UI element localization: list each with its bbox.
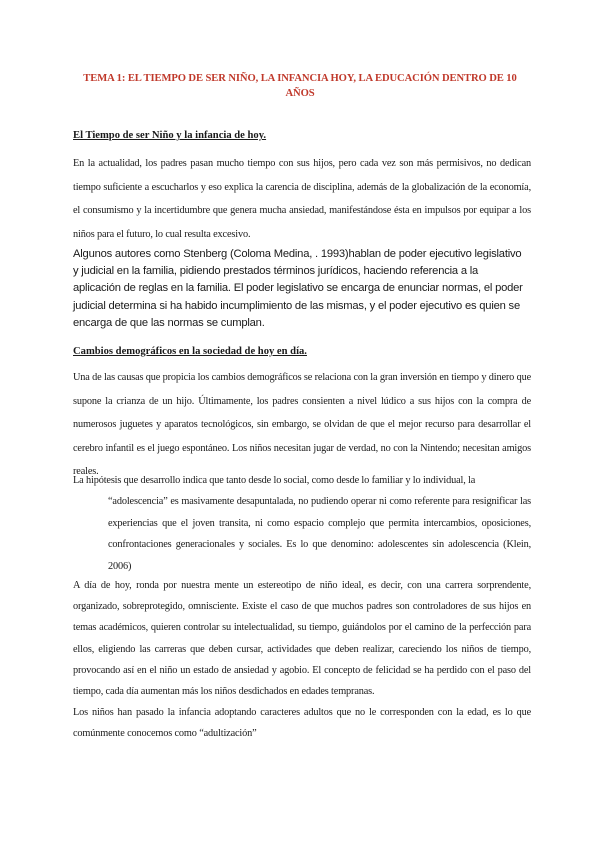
paragraph-causas-demograficas: Una de las causas que propicia los cambios demográficos se relaciona con la gran inversión en tiempo y dinero que supone la crianza de un hijo. Últimamente, los padres consienten a nivel lúdico a sus hijos con la compra de numerosos juguetes y aparatos tecnológicos, sin embargo, se olvidan de que el mejor recurso para desarrollar el cerebro infantil es el juego espontáneo. Los niños necesitan jugar de verdad, no con la Nintendo; necesitan amigos reales. <box>73 372 531 477</box>
paragraph-poderes-familia: Algunos autores como Stenberg (Coloma Medina, . 1993)hablan de poder ejecutivo legislativo y judicial en la familia, pidiendo prestados términos jurídicos, haciendo referencia a la aplicación de reglas en la familia. El poder legislativo se encarga de enunciar normas, el poder judicial determina si ha habido incumplimiento de las mismas, y el poder ejecutivo es quien se encarga de que las normas se cumplan. <box>73 248 523 329</box>
document-title: TEMA 1: EL TIEMPO DE SER NIÑO, LA INFANCIA HOY, LA EDUCACIÓN DENTRO DE 10 AÑOS <box>83 73 517 99</box>
section-heading-tiempo-de-ser-nino: El Tiempo de ser Niño y la infancia de hoy. <box>73 130 267 141</box>
section-heading-cambios-demograficos: Cambios demográficos en la sociedad de hoy en día. <box>73 346 307 357</box>
block-quote-adolescencia: “adolescencia” es masivamente desapuntalada, no pudiendo operar ni como referente para resignificar las experiencias que el joven transita, ni como espacio complejo que permita intercambios, oposiciones, confrontaciones generacionales y sociales. Es lo que denomino: adolescentes sin adolescencia (Klein, 2006) <box>108 496 531 573</box>
paragraph-nino-ideal: A día de hoy, ronda por nuestra mente un estereotipo de niño ideal, es decir, con una carrera sorprendente, organizado, sobreprotegido, omnisciente. Existe el caso de que muchos padres son controladores de sus hijos en temas académicos, quieren controlar su intelectualidad, su tiempo, guiándolos por el camino de la perfección para ellos, eligiendo las carreras que deben cursar, actividades que deben realizar, careciendo los niños de tiempo, provocando así en el niño un estado de ansiedad y agobio. El concepto de felicidad se ha perdido con el paso del tiempo, cada día aumentan más los niños desdichados en edades tempranas. <box>73 580 531 698</box>
paragraph-adultizacion: Los niños han pasado la infancia adoptando caracteres adultos que no le corresponden con la edad, es lo que comúnmente conocemos como “adultización” <box>73 707 531 740</box>
paragraph-padres-permisivos: En la actualidad, los padres pasan mucho tiempo con sus hijos, pero cada vez son más permisivos, no dedican tiempo suficiente a escucharlos y eso explica la carencia de disciplina, además de la globalización de la economía, el consumismo y la incertidumbre que genera mucha ansiedad, manifestándose ésta en impulsos por equipar a los niños para el futuro, lo cual resulta excesivo. <box>73 158 531 240</box>
paragraph-hipotesis-lead: La hipótesis que desarrollo indica que tanto desde lo social, como desde lo familiar y lo individual, la <box>73 475 476 486</box>
